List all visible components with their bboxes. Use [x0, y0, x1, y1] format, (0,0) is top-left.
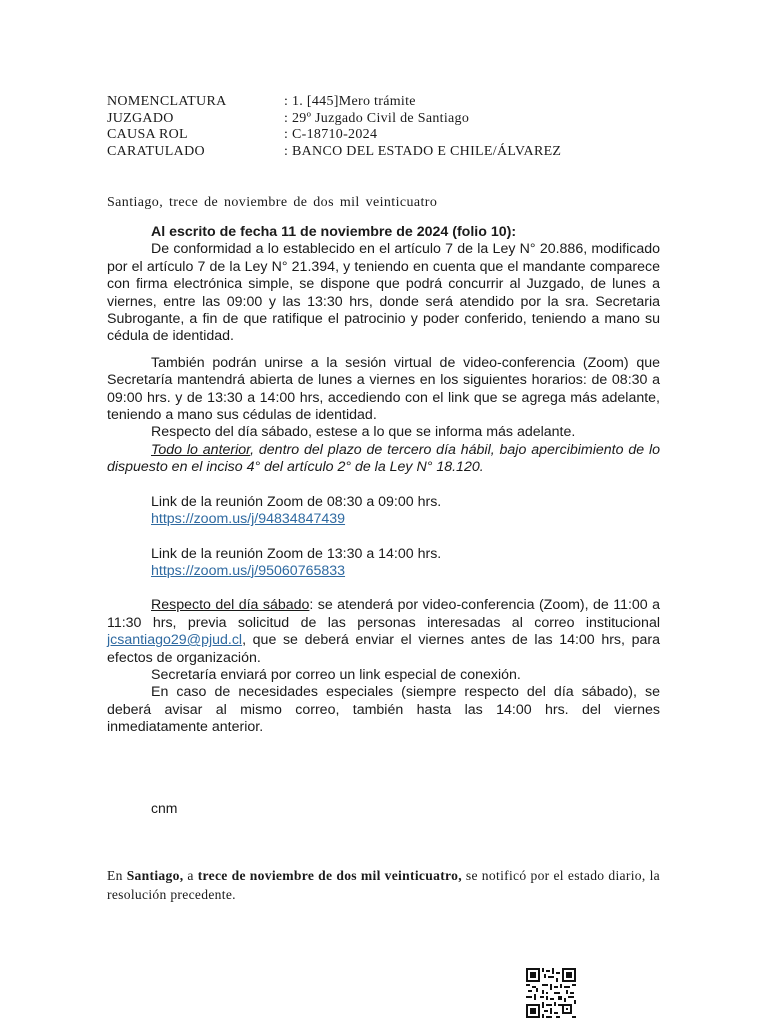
- header-value: : 29º Juzgado Civil de Santiago: [284, 110, 470, 126]
- header-value: : 1. [445]Mero trámite: [284, 94, 416, 109]
- notif-part: a: [183, 868, 198, 883]
- paragraph-saturday: [107, 597, 660, 667]
- deadline-text: , dentro del plazo de tercero día hábil, bajo apercibimiento de lo dispuesto en el inciso 4° del artículo 2° de la Ley N° 18.120.: [107, 441, 660, 476]
- case-header: [107, 94, 561, 160]
- paragraph-ratification: De conformidad a lo establecido en el artículo 7 de la Ley N° 20.886, modificado por el artículo 7 de la Ley N° 21.394, y teniendo en cuenta que el mandante comparece con firma electrónica simple, se dispone que podrá concurrir al Juzgado, de lunes a viernes, entre las 09:00 y las 13:30 hrs, donde será atendido por la sra. Secretaria Subrogante, a fin de que ratifique el patrocinio y poder conferido, teniendo a mano su cédula de identidad.: [107, 241, 660, 345]
- zoom-link-1[interactable]: https://zoom.us/j/94834847439: [151, 511, 346, 528]
- paragraph-deadline: [107, 442, 660, 477]
- header-key: CAUSA ROL: [107, 127, 188, 142]
- header-value: : C-18710-2024: [284, 127, 378, 142]
- zoom-link-2[interactable]: https://zoom.us/j/95060765833: [151, 562, 346, 579]
- notif-part: se notificó por el estado diario, la resolución precedente.: [107, 868, 660, 902]
- header-key: JUZGADO: [107, 110, 174, 126]
- paragraph-video-conference: También podrán unirse a la sesión virtual de video-conferencia (Zoom) que Secretaría mantendrá abierta de lunes a viernes en los siguientes horarios: de 08:30 a 09:00 hrs. y de 13:30 a 14:00 hrs, accediendo con el link que se agrega más adelante, teniendo a mano sus cédulas de identidad.: [107, 354, 660, 424]
- email-link[interactable]: jcsantiago29@pjud.cl: [107, 632, 243, 649]
- underlined-phrase: Todo lo anterior: [151, 441, 251, 458]
- notification-text: [107, 866, 660, 904]
- saturday-text-b: , que se deberá enviar el viernes antes de las 14:00 hrs, para efectos de organización.: [107, 632, 660, 666]
- zoom-link-2-label: Link de la reunión Zoom de 13:30 a 14:00 hrs.: [151, 545, 442, 562]
- paragraph-secretaria: Secretaría enviará por correo un link especial de conexión.: [151, 666, 521, 683]
- saturday-text-a: : se atenderá por video-conferencia (Zoom), de 11:00 a 11:30 hrs, previa solicitud de las personas interesadas al correo institucional: [107, 597, 660, 631]
- resolution-body: [107, 224, 660, 737]
- header-value: : BANCO DEL ESTADO E CHILE/ÁLVAREZ: [284, 143, 562, 159]
- paragraph-special-needs: En caso de necesidades especiales (siempre respecto del día sábado), se deberá avisar al mismo correo, también hasta las 14:00 hrs. del viernes inmediatamente anterior.: [107, 684, 660, 736]
- resolution-heading: Al escrito de fecha 11 de noviembre de 2024 (folio 10):: [151, 224, 517, 240]
- notif-date: trece de noviembre de dos mil veinticuatro,: [197, 868, 462, 883]
- header-key: CARATULADO: [107, 143, 205, 159]
- zoom-link-1-label: Link de la reunión Zoom de 08:30 a 09:00 hrs.: [151, 493, 442, 510]
- header-row-nomenclatura: [107, 94, 561, 111]
- underlined-phrase: Respecto del día sábado: [151, 597, 310, 614]
- header-row-causa-rol: [107, 127, 561, 144]
- notif-part: En: [107, 868, 127, 883]
- signature-initials: cnm: [151, 800, 178, 816]
- header-key: NOMENCLATURA: [107, 94, 227, 109]
- header-row-juzgado: [107, 111, 561, 128]
- header-row-caratulado: [107, 144, 561, 161]
- paragraph-saturday-note: Respecto del día sábado, estese a lo que se informa más adelante.: [151, 424, 576, 441]
- notif-city: Santiago,: [126, 868, 184, 883]
- resolution-dateline: Santiago, trece de noviembre de dos mil veinticuatro: [107, 195, 438, 210]
- qr-code-icon: [526, 968, 576, 1018]
